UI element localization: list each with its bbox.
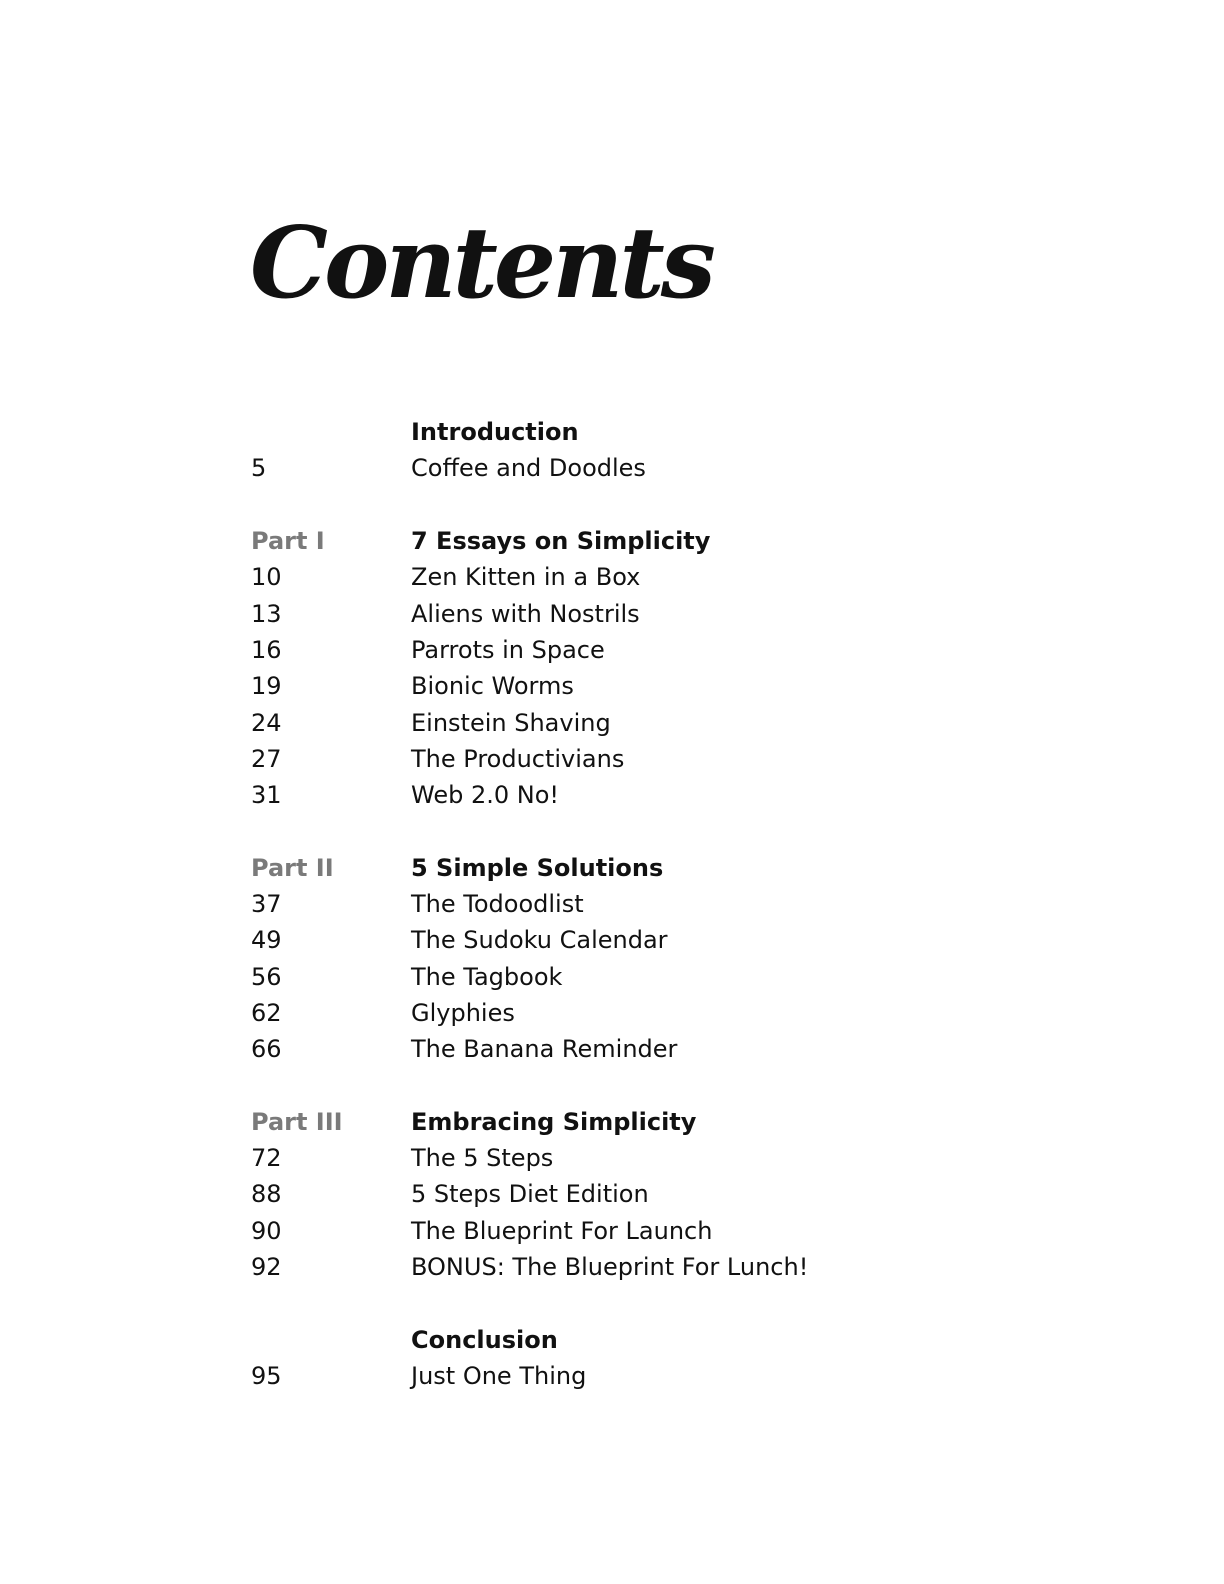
- section-heading: 5 Simple Solutions: [411, 853, 664, 882]
- entry-title: Web 2.0 No!: [411, 781, 560, 810]
- entry-page-number: 95: [251, 1361, 282, 1390]
- toc-entry[interactable]: [251, 450, 951, 486]
- entry-page-number: 5: [251, 454, 267, 483]
- entry-title: Parrots in Space: [411, 635, 605, 664]
- section-heading: Conclusion: [411, 1325, 558, 1354]
- page-title: Contents: [250, 206, 712, 321]
- entry-title: Aliens with Nostrils: [411, 599, 640, 628]
- entry-page-number: 27: [251, 744, 282, 773]
- part-label: Part III: [251, 1107, 343, 1136]
- toc-section-part-2: [251, 850, 951, 1068]
- entry-page-number: 90: [251, 1216, 282, 1245]
- entry-page-number: 10: [251, 563, 282, 592]
- section-heading: 7 Essays on Simplicity: [411, 527, 711, 556]
- toc-entry[interactable]: [251, 1249, 951, 1285]
- section-spacer: [251, 813, 951, 849]
- toc-entry[interactable]: [251, 704, 951, 740]
- section-header-row: [251, 1104, 951, 1140]
- entry-title: Bionic Worms: [411, 672, 574, 701]
- entry-page-number: 31: [251, 781, 282, 810]
- entry-page-number: 56: [251, 962, 282, 991]
- entry-page-number: 16: [251, 635, 282, 664]
- entry-page-number: 37: [251, 890, 282, 918]
- toc-section-part-1: [251, 523, 951, 813]
- entry-title: The Tagbook: [411, 962, 563, 991]
- entry-page-number: 62: [251, 998, 282, 1027]
- toc-entry[interactable]: [251, 559, 951, 595]
- entry-title: Einstein Shaving: [411, 708, 611, 737]
- toc-entry[interactable]: [251, 958, 951, 994]
- toc-entry[interactable]: [251, 1213, 951, 1249]
- part-label: Part II: [251, 853, 334, 882]
- part-label: Part I: [251, 527, 325, 556]
- section-heading: Embracing Simplicity: [411, 1107, 697, 1136]
- section-header-row: [251, 1321, 951, 1357]
- toc-entry[interactable]: [251, 777, 951, 813]
- toc-section-introduction: [251, 414, 951, 487]
- entry-title: The Todoodlist: [411, 890, 584, 918]
- toc-entry[interactable]: [251, 741, 951, 777]
- toc-entry[interactable]: [251, 632, 951, 668]
- entry-title: The Productivians: [411, 744, 625, 773]
- toc-entry[interactable]: [251, 668, 951, 704]
- section-spacer: [251, 1285, 951, 1321]
- toc-entry[interactable]: [251, 1176, 951, 1212]
- entry-page-number: 92: [251, 1252, 282, 1281]
- entry-page-number: 24: [251, 708, 282, 737]
- entry-page-number: 19: [251, 672, 282, 701]
- toc-entry[interactable]: [251, 922, 951, 958]
- section-header-row: [251, 523, 951, 559]
- entry-title: Just One Thing: [411, 1361, 587, 1390]
- section-spacer: [251, 1067, 951, 1103]
- toc-entry[interactable]: [251, 995, 951, 1031]
- entry-title: The Sudoku Calendar: [411, 926, 668, 955]
- entry-page-number: 49: [251, 926, 282, 955]
- toc-entry[interactable]: [251, 1358, 951, 1394]
- entry-page-number: 13: [251, 599, 282, 628]
- entry-title: BONUS: The Blueprint For Lunch!: [411, 1252, 809, 1281]
- entry-page-number: 72: [251, 1144, 282, 1173]
- entry-title: The Banana Reminder: [411, 1035, 678, 1064]
- entry-title: Coffee and Doodles: [411, 454, 646, 483]
- entry-title: Glyphies: [411, 998, 515, 1027]
- entry-page-number: 66: [251, 1035, 282, 1064]
- entry-title: 5 Steps Diet Edition: [411, 1180, 649, 1209]
- entry-title: The 5 Steps: [411, 1144, 554, 1173]
- toc-entry[interactable]: [251, 595, 951, 631]
- toc-entry[interactable]: [251, 1140, 951, 1176]
- entry-page-number: 88: [251, 1180, 282, 1209]
- toc-entry[interactable]: [251, 1031, 951, 1067]
- entry-title: The Blueprint For Launch: [411, 1216, 713, 1245]
- toc-section-part-3: [251, 1104, 951, 1285]
- section-header-row: [251, 414, 951, 450]
- entry-title: Zen Kitten in a Box: [411, 563, 641, 592]
- section-header-row: [251, 850, 951, 886]
- table-of-contents: [251, 414, 951, 1394]
- toc-section-conclusion: [251, 1321, 951, 1394]
- section-heading: Introduction: [411, 418, 579, 447]
- toc-entry[interactable]: [251, 886, 951, 922]
- section-spacer: [251, 487, 951, 523]
